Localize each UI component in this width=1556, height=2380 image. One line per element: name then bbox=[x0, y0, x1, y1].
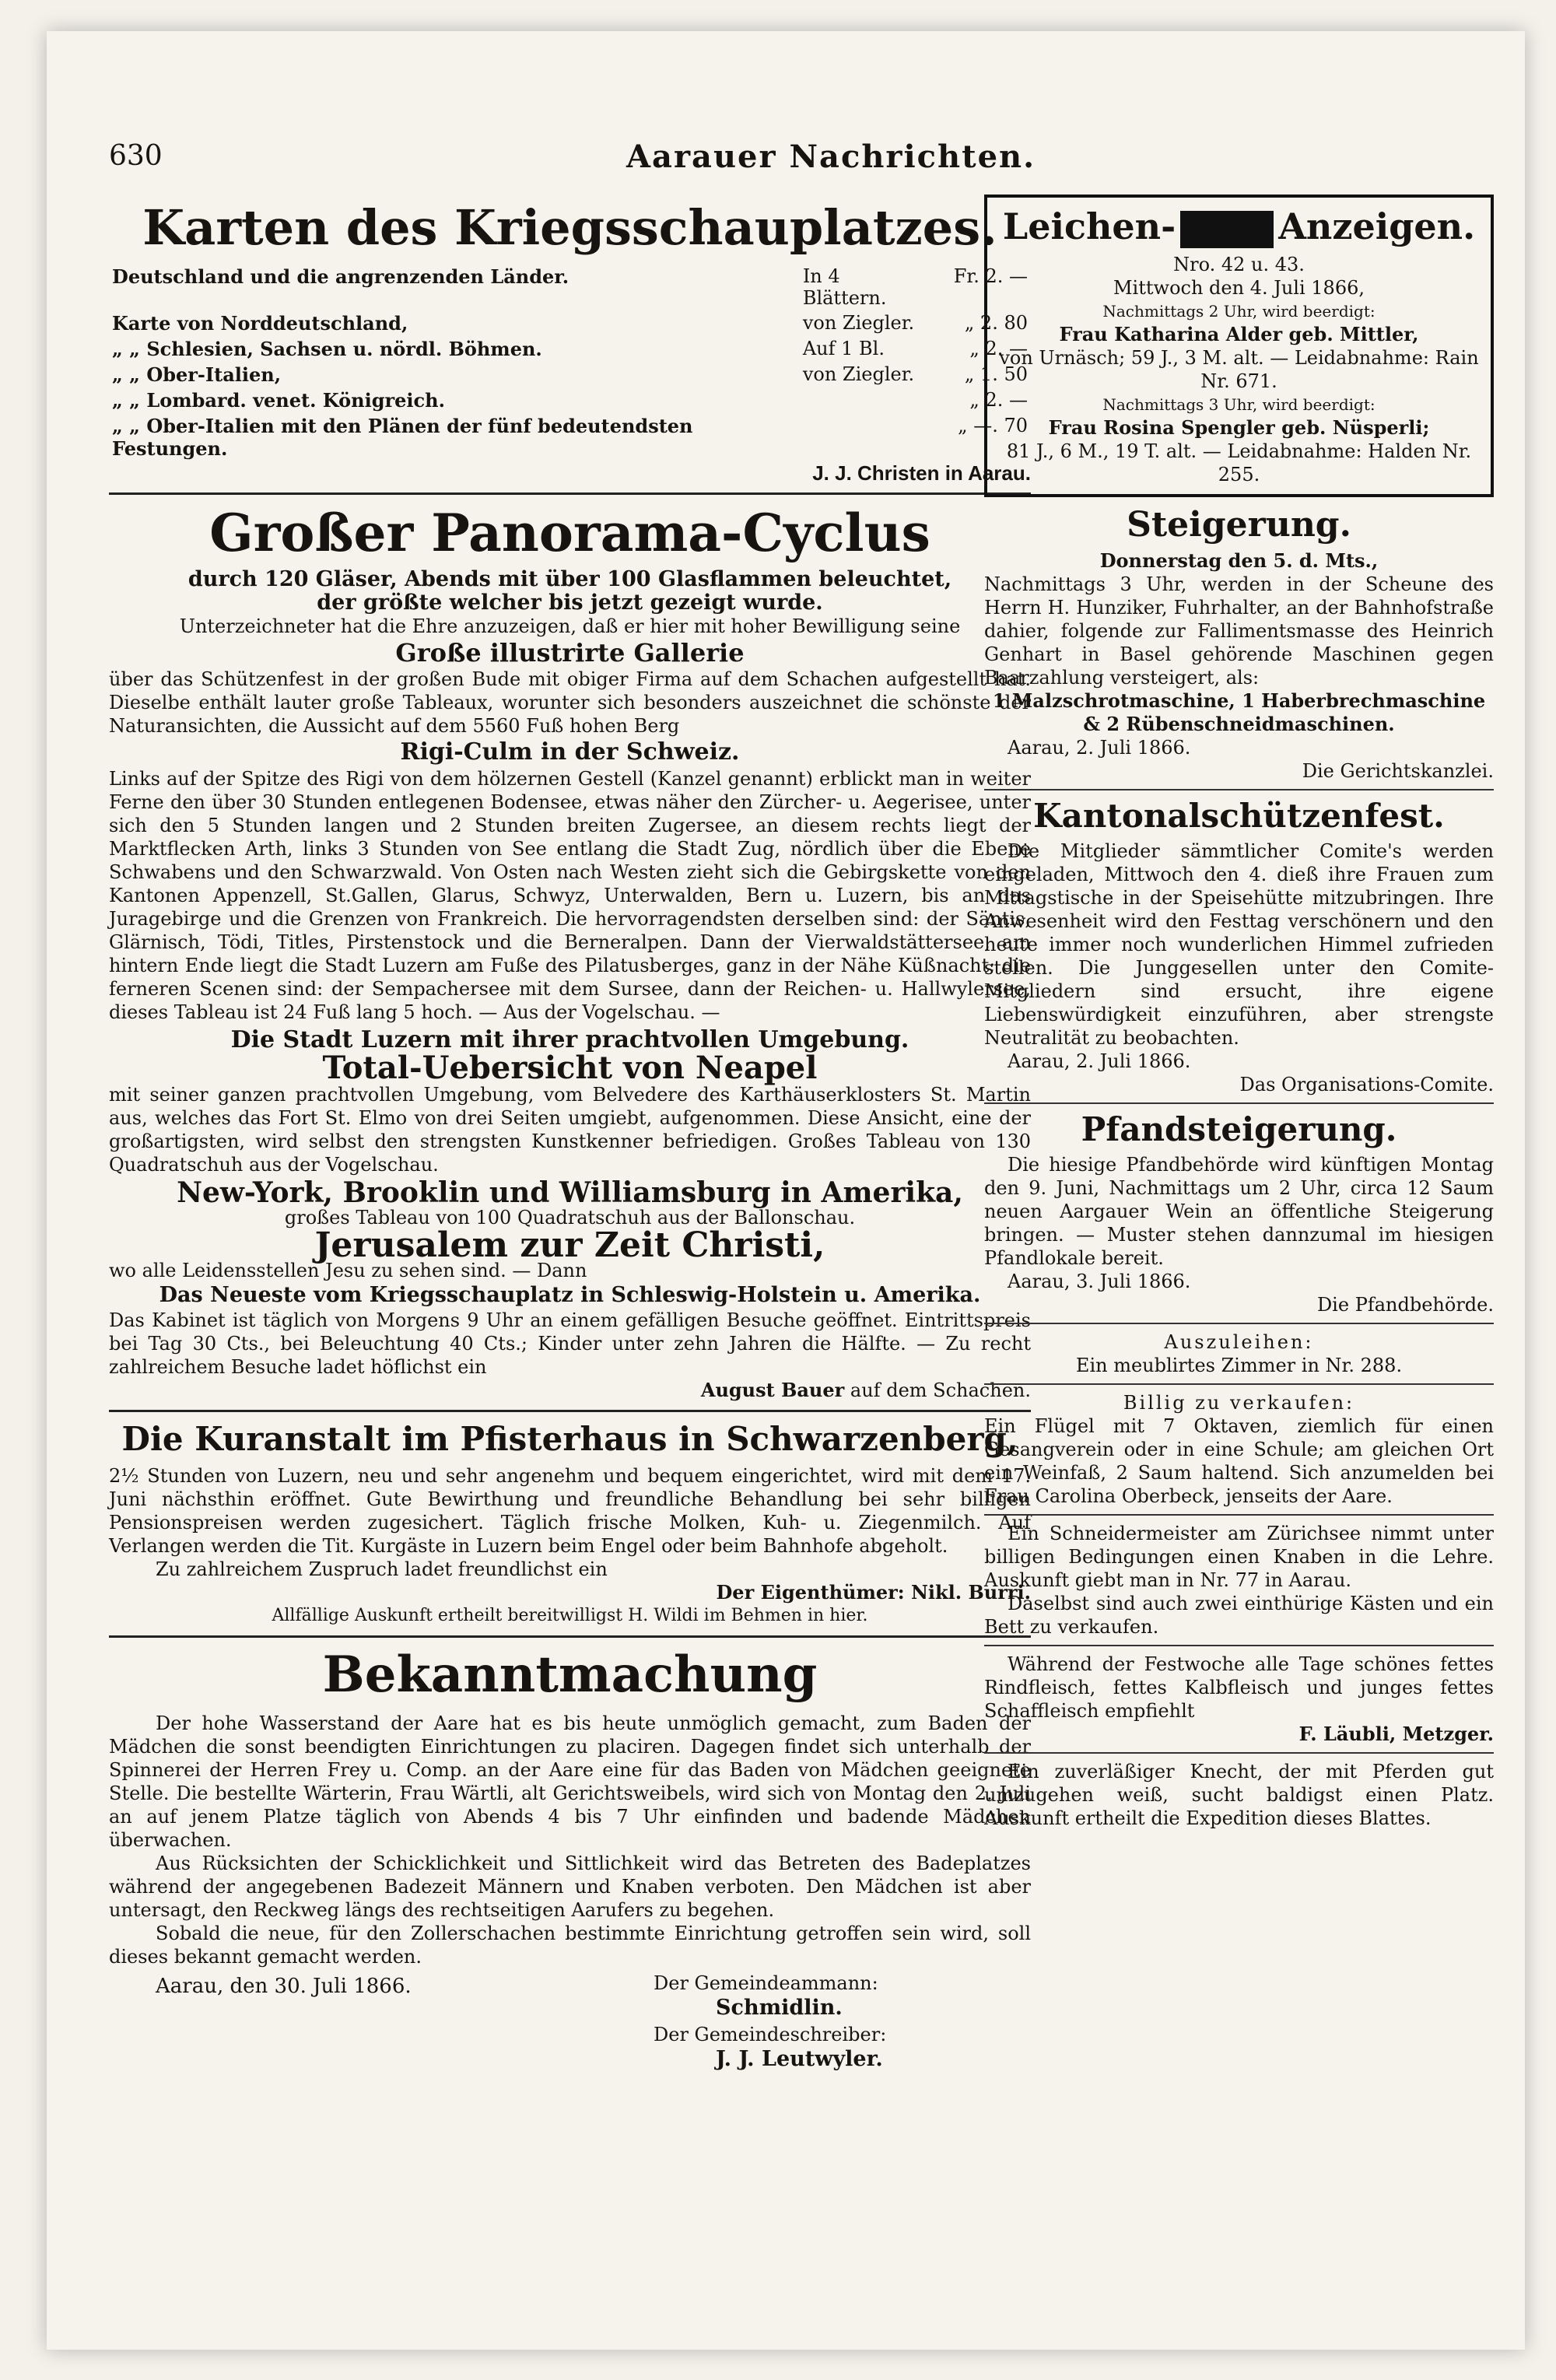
maps-ad-title: Karten des Kriegsschauplatzes. bbox=[142, 199, 997, 256]
kantonal-body: Die Mitglieder sämmtlicher Comite's werden eingeladen, Mittwoch den 4. dieß ihre Frauen zum Mittagstische in der Speisehütte mitzubringen. Ihre Anwesenheit wird den Festtag verschönern und den heute immer noch wunderlichen Himmel zufrieden stellen. Die Junggesellen unter den Comite-Mitgliedern sind ersucht, ihre eigene Liebenswürdigkeit einzuführen, aber strengste Neutralität zu beobachten. bbox=[984, 840, 1494, 1049]
divider bbox=[109, 1635, 1031, 1638]
table-row bbox=[109, 264, 1031, 310]
steigerung-title: Steigerung. bbox=[1127, 505, 1351, 545]
verkaufen-heading: Billig zu verkaufen: bbox=[1123, 1392, 1355, 1414]
bekanntmachung-title: Bekanntmachung bbox=[322, 1646, 818, 1704]
maps-ad bbox=[109, 199, 1031, 485]
maps-table bbox=[109, 264, 1031, 461]
death-date: Mittwoch den 4. Juli 1866, bbox=[1113, 277, 1365, 299]
schneider-paragraph-1: Ein Schneidermeister am Zürichsee nimmt unter billigen Bedingungen einen Knaben in die Lehre. Auskunft giebt man in Nr. 77 in Aarau. bbox=[984, 1523, 1494, 1591]
kantonal-signature: Das Organisations-Comite. bbox=[1239, 1074, 1494, 1095]
kantonal-place-date: Aarau, 2. Juli 1866. bbox=[1008, 1050, 1191, 1072]
pfand-signature: Die Pfandbehörde. bbox=[1316, 1294, 1494, 1316]
zimmer-heading: Auszuleihen: bbox=[1164, 1331, 1314, 1353]
death-time-1: Nachmittags 2 Uhr, wird beerdigt: bbox=[1102, 302, 1376, 321]
kuranstalt-title: Die Kuranstalt im Pfisterhaus in Schwarzenberg, bbox=[121, 1420, 1018, 1458]
bekanntmachung-name-1: Schmidlin. bbox=[716, 1996, 843, 2020]
table-row bbox=[109, 336, 1031, 362]
death-title-right: Anzeigen. bbox=[1278, 205, 1476, 247]
pfand-title: Pfandsteigerung. bbox=[1081, 1110, 1397, 1148]
panorama-gallery: Große illustrirte Gallerie bbox=[395, 638, 745, 668]
table-row bbox=[109, 310, 1031, 336]
maps-ad-signature: J. J. Christen in Aarau. bbox=[812, 461, 1031, 485]
death-person-2: Frau Rosina Spengler geb. Nüsperli; bbox=[1048, 416, 1430, 439]
kuranstalt-owner: Der Eigenthümer: Nikl. Burri. bbox=[716, 1581, 1031, 1604]
panorama-signature-rest: auf dem Schachen. bbox=[850, 1379, 1031, 1401]
masthead: Aarauer Nachrichten. bbox=[626, 138, 1036, 175]
pfand-body: Die hiesige Pfandbehörde wird künftigen Montag den 9. Juni, Nachmittags um 2 Uhr, circa 12 Saum neuen Aargauer Wein an öffentliche Steigerung bringen. — Muster stehen dannzumal im hiesigen Pfandlokale bereit. bbox=[984, 1154, 1494, 1269]
divider bbox=[984, 789, 1494, 790]
map-detail: von Ziegler. bbox=[802, 363, 915, 385]
map-price: „ 2. — bbox=[969, 389, 1028, 411]
map-detail: In 4 Blättern. bbox=[802, 265, 887, 309]
panorama-title: Großer Panorama-Cyclus bbox=[209, 503, 930, 563]
map-label: „ „ Ober-Italien, bbox=[112, 363, 282, 386]
bekanntmachung-name-2: J. J. Leutwyler. bbox=[716, 2047, 883, 2071]
map-label: „ „ Ober-Italien mit den Plänen der fünf bedeutendsten Festungen. bbox=[112, 415, 693, 460]
panorama-paragraph-1: über das Schützenfest in der großen Bude mit obiger Firma auf dem Schachen aufgestellt hat. Dieselbe enthält lauter große Tableaux, worunter sich besonders auszeichnet die schönste der Naturansichten, die Aussicht auf dem 5560 Fuß hohen Berg bbox=[109, 668, 1031, 737]
bekanntmachung-paragraph-3: Sobald die neue, für den Zollerschachen bestimmte Einrichtung getroffen sein wird, soll dieses bekannt gemacht werden. bbox=[109, 1923, 1031, 1968]
death-nos: Nro. 42 u. 43. bbox=[1173, 254, 1305, 275]
zimmer-body: Ein meublirtes Zimmer in Nr. 288. bbox=[1075, 1355, 1403, 1376]
metzger-signature: F. Läubli, Metzger. bbox=[1298, 1723, 1494, 1745]
kantonal-title: Kantonalschützenfest. bbox=[1033, 797, 1445, 835]
pfand-place-date: Aarau, 3. Juli 1866. bbox=[1008, 1271, 1191, 1292]
bekanntmachung-paragraph-1: Der hohe Wasserstand der Aare hat es bis heute unmöglich gemacht, zum Baden der Mädchen die sonst beendigten Einrichtungen zu placiren. Dagegen findet sich unterhalb der Spinnerei der Herren Frey u. Comp. an der Aare eine für das Baden von Mädchen geeignete Stelle. Die bestellte Wärterin, Frau Wärtli, alt Gerichtsweibels, wird sich von Montag den 2. Juli an auf jenem Platze täglich von Abends 4 bis 7 Uhr einfinden und badende Mädchen überwachen. bbox=[109, 1712, 1031, 1851]
table-row bbox=[109, 362, 1031, 387]
death-details-1: von Urnäsch; 59 J., 3 M. alt. — Leidabnahme: Rain Nr. 671. bbox=[999, 347, 1479, 392]
steigerung-body: Nachmittags 3 Uhr, werden in der Scheune des Herrn H. Hunziker, Fuhrhalter, an der Bahnhofstraße dahier, folgende zur Fallimentsmasse des Heinrich Genhart in Basel gehörende Maschinen gegen Baarzahlung versteigert, als: bbox=[984, 573, 1494, 689]
map-price: „ 2. — bbox=[969, 338, 1028, 359]
death-person-1: Frau Katharina Alder geb. Mittler, bbox=[1059, 323, 1419, 345]
knecht-ad bbox=[984, 1760, 1494, 1830]
knecht-body: Ein zuverläßiger Knecht, der mit Pferden gut umzugehen weiß, sucht baldigst einen Platz. Auskunft ertheilt die Expedition dieses Blattes. bbox=[984, 1761, 1494, 1829]
zimmer-ad bbox=[984, 1330, 1494, 1377]
verkaufen-body: Ein Flügel mit 7 Oktaven, ziemlich für einen Gesangverein oder in eine Schule; am gleichen Ort ein Weinfaß, 2 Saum haltend. Sich anzumelden bei Frau Carolina Oberbeck, jenseits der Aare. bbox=[984, 1415, 1494, 1507]
steigerung-ad bbox=[984, 505, 1494, 783]
panorama-paragraph-2: Links auf der Spitze des Rigi von dem hölzernen Gestell (Kanzel genannt) erblickt man in weiter Ferne den über 30 Stunden entlegenen Bodensee, etwas näher den Zürcher- u. Aegerisee, unter sich den 5 Stunden langen und 2 Stunden breiten Zugersee, an diesem rechts liegt der Marktflecken Arth, links 3 Stunden von See entlang die Stadt Zug, nördlich über die Ebene Schwabens und den Schwarzwald. Von Osten nach Westen zieht sich die Gebirgskette von den Kantonen Appenzell, St.Gallen, Glarus, Schwyz, Unterwalden, Bern u. Luzern, bis an das Juragebirge und die Grenzen von Frankreich. Die hervorragendsten derselben sind: der Säntis, Glärnisch, Tödi, Titles, Pirstenstock und die Berneralpen. Dann der Vierwaldstättersee, am hintern Ende liegt die Stadt Luzern am Fuße des Pilatusberges, ganz in der Nähe Küßnacht; die ferneren Scenen sind: der Sempachersee mit dem Sursee, dann der Reichen- u. Hallwylersee, dieses Tableau ist 24 Fuß lang 5 hoch. — Aus der Vogelschau. — bbox=[109, 768, 1031, 1023]
divider bbox=[984, 1645, 1494, 1646]
map-detail: Auf 1 Bl. bbox=[802, 338, 885, 359]
steigerung-place-date: Aarau, 2. Juli 1866. bbox=[1008, 737, 1191, 759]
black-coffin-bar bbox=[1180, 211, 1274, 248]
table-row bbox=[109, 387, 1031, 413]
left-column bbox=[109, 195, 1031, 2085]
table-row bbox=[109, 413, 1031, 461]
death-notices-title bbox=[998, 205, 1480, 248]
panorama-subtitle-1: durch 120 Gläser, Abends mit über 100 Glasflammen beleuchtet, bbox=[187, 567, 952, 591]
death-title-left: Leichen- bbox=[1002, 205, 1176, 247]
panorama-paragraph-5: wo alle Leidensstellen Jesu zu sehen sind. — Dann bbox=[109, 1260, 587, 1281]
map-label: „ „ Lombard. venet. Königreich. bbox=[112, 389, 445, 412]
panorama-rigi: Rigi-Culm in der Schweiz. bbox=[400, 738, 740, 766]
verkaufen-ad bbox=[984, 1391, 1494, 1508]
map-price: „ 2. 80 bbox=[964, 312, 1028, 334]
kuranstalt-ad bbox=[109, 1420, 1031, 1628]
panorama-jerusalem: Jerusalem zur Zeit Christi, bbox=[314, 1225, 825, 1265]
death-time-2: Nachmittags 3 Uhr, wird beerdigt: bbox=[1102, 395, 1376, 414]
death-details-2: 81 J., 6 M., 19 T. alt. — Leidabnahme: Halden Nr. 255. bbox=[1006, 440, 1472, 485]
kuranstalt-note: Allfällige Auskunft ertheilt bereitwilligst H. Wildi im Behmen in hier. bbox=[272, 1606, 868, 1625]
kuranstalt-invite: Zu zahlreichem Zuspruch ladet freundlichst ein bbox=[156, 1558, 608, 1580]
bekanntmachung-role-1: Der Gemeindeammann: bbox=[654, 1972, 878, 1994]
bekanntmachung-ad bbox=[109, 1646, 1031, 2085]
map-detail bbox=[800, 387, 931, 413]
death-notices bbox=[984, 195, 1494, 497]
bekanntmachung-role-2: Der Gemeindeschreiber: bbox=[654, 2024, 887, 2045]
kuranstalt-body: 2½ Stunden von Luzern, neu und sehr angenehm und bequem eingerichtet, wird mit dem 17. Juni nächsthin eröffnet. Gute Bewirthung und freundliche Behandlung bei sehr billigen Pensionspreisen werden zugesichert. Täglich frische Molken, Kuh- u. Ziegenmilch. Auf Verlangen werden die Tit. Kurgäste in Luzern beim Engel oder beim Bahnhofe abgeholt. bbox=[109, 1465, 1031, 1557]
page-header bbox=[109, 132, 1478, 187]
steigerung-date: Donnerstag den 5. d. Mts., bbox=[1099, 549, 1379, 572]
divider bbox=[984, 1102, 1494, 1104]
steigerung-signature: Die Gerichtskanzlei. bbox=[1302, 760, 1494, 782]
map-detail: von Ziegler. bbox=[802, 312, 915, 334]
schneider-paragraph-2: Daselbst sind auch zwei einthürige Kästen und ein Bett zu verkaufen. bbox=[984, 1593, 1494, 1638]
newspaper-page bbox=[47, 31, 1525, 2350]
schneider-ad bbox=[984, 1522, 1494, 1639]
panorama-paragraph-3: mit seiner ganzen prachtvollen Umgebung, vom Belvedere des Karthäuserklosters St. Martin aus, welches das Fort St. Elmo von drei Seiten umgiebt, aufgenommen. Diese Ansicht, eine der großartigsten, wird selbst den strengsten Kunstkenner befriedigen. Großes Tableau von 130 Quadratschuh aus der Vogelschau. bbox=[109, 1084, 1031, 1176]
map-price: „ 1. 50 bbox=[964, 363, 1028, 385]
pfand-ad bbox=[984, 1110, 1494, 1316]
steigerung-items: 1 Malzschrotmaschine, 1 Haberbrechmaschine & 2 Rübenschneidmaschinen. bbox=[992, 689, 1486, 735]
map-price: Fr. 2. — bbox=[953, 265, 1028, 287]
metzger-body: Während der Festwoche alle Tage schönes fettes Rindfleisch, fettes Kalbfleisch und junges fettes Schaffleisch empfiehlt bbox=[984, 1653, 1494, 1722]
panorama-signature bbox=[109, 1379, 1031, 1402]
map-price: „ —. 70 bbox=[958, 415, 1028, 436]
divider bbox=[984, 1514, 1494, 1516]
kantonal-ad bbox=[984, 797, 1494, 1096]
panorama-newyork: New-York, Brooklin und Williamsburg in Amerika, bbox=[177, 1176, 963, 1209]
panorama-luzern: Die Stadt Luzern mit ihrer prachtvollen Umgebung. bbox=[230, 1026, 909, 1053]
panorama-paragraph-6: Das Kabinet ist täglich von Morgens 9 Uhr an einem gefälligen Besuche geöffnet. Eintrittspreis bei Tag 30 Cts., bei Beleuchtung 40 Cts.; Kinder unter zehn Jahren die Hälfte. — Zu recht zahlreichem Besuche ladet höflichst ein bbox=[109, 1309, 1031, 1378]
page-number: 630 bbox=[109, 140, 163, 172]
bekanntmachung-signatures bbox=[109, 1968, 1031, 2085]
panorama-neapel: Total-Uebersicht von Neapel bbox=[322, 1050, 818, 1086]
divider bbox=[984, 1752, 1494, 1754]
panorama-ad bbox=[109, 503, 1031, 1402]
map-detail bbox=[800, 413, 931, 461]
divider bbox=[109, 492, 1031, 495]
map-label: „ „ Schlesien, Sachsen u. nördl. Böhmen. bbox=[112, 338, 542, 360]
map-label: Karte von Norddeutschland, bbox=[112, 312, 408, 335]
bekanntmachung-date: Aarau, den 30. Juli 1866. bbox=[156, 1975, 412, 1998]
panorama-neueste: Das Neueste vom Kriegsschauplatz in Schleswig-Holstein u. Amerika. bbox=[159, 1283, 981, 1307]
panorama-intro: Unterzeichneter hat die Ehre anzuzeigen, daß er hier mit hoher Bewilligung seine bbox=[179, 615, 961, 637]
panorama-paragraph-4: großes Tableau von 100 Quadratschuh aus der Ballonschau. bbox=[284, 1207, 856, 1229]
panorama-subtitle-2: der größte welcher bis jetzt gezeigt wurde. bbox=[317, 591, 823, 615]
divider bbox=[109, 1410, 1031, 1412]
panorama-signature-name: August Bauer bbox=[700, 1379, 845, 1401]
divider bbox=[984, 1323, 1494, 1324]
bekanntmachung-paragraph-2: Aus Rücksichten der Schicklichkeit und Sittlichkeit wird das Betreten des Badeplatzes während der angegebenen Badezeit Männern und Knaben verboten. Den Mädchen ist aber untersagt, den Reckweg längs des rechtseitigen Aarufers zu begehen. bbox=[109, 1852, 1031, 1921]
metzger-ad bbox=[984, 1653, 1494, 1746]
map-label: Deutschland und die angrenzenden Länder. bbox=[112, 265, 569, 288]
right-column bbox=[984, 195, 1494, 1830]
divider bbox=[984, 1383, 1494, 1385]
